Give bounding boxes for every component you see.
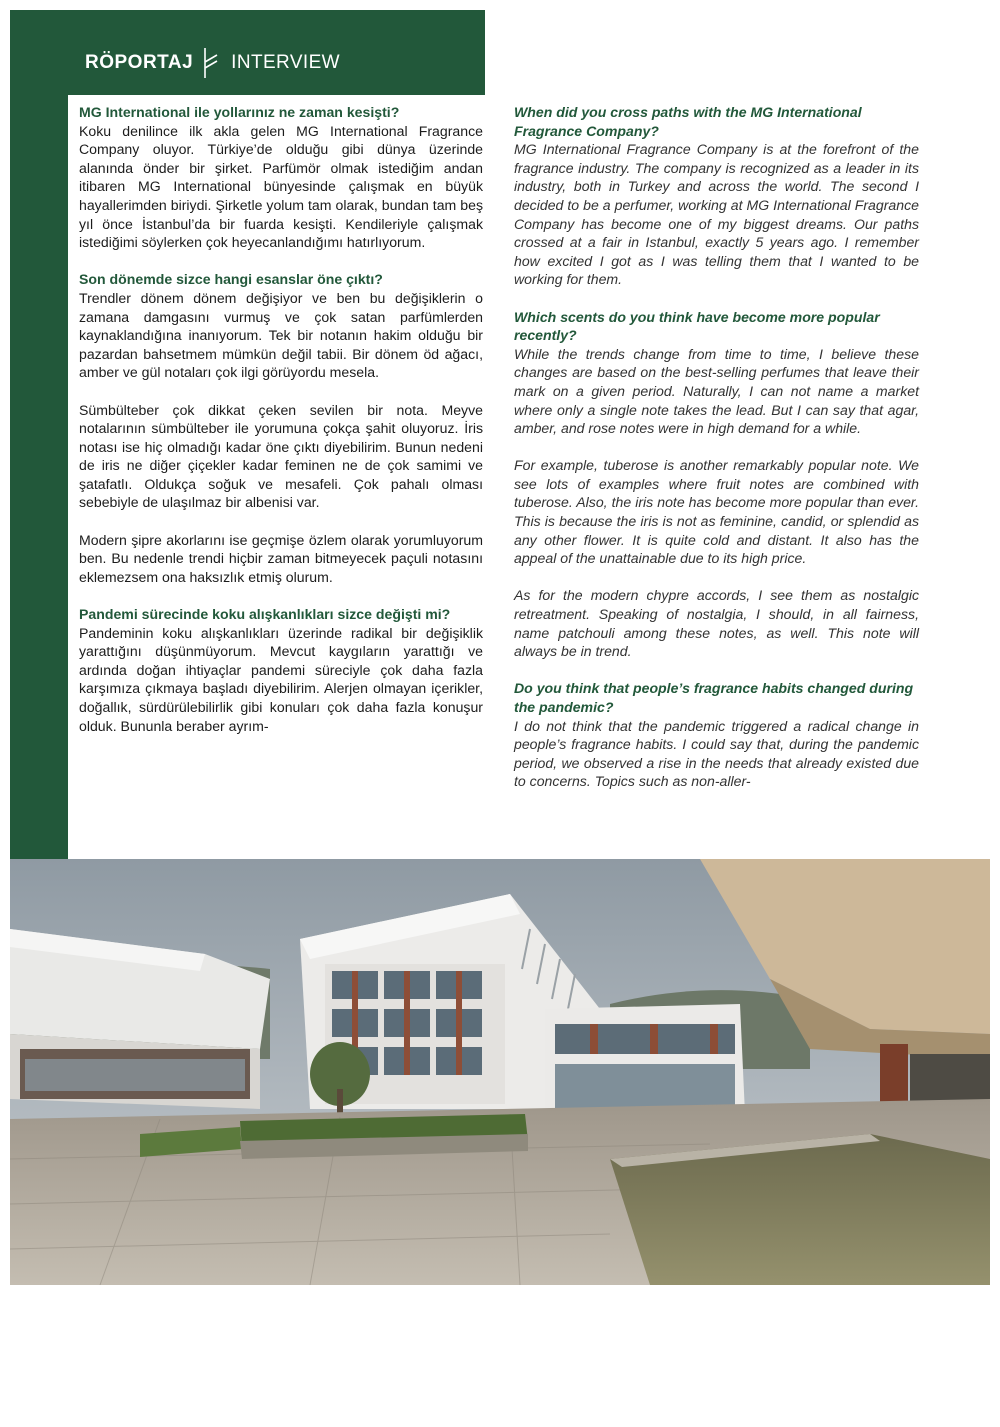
section-title-tr: RÖPORTAJ	[85, 52, 194, 73]
question-1-en: When did you cross paths with the MG International Fragrance Company?	[514, 104, 862, 139]
answer-2-en-p1: While the trends change from time to time, I believe these changes are based on the best-selling perfumes that leave their mark on a given period. Naturally, I can not name a market where only a single note takes the lead. But I can say that agar, amber, and rose notes were in high demand for a while.	[514, 345, 919, 437]
answer-3-en: I do not think that the pandemic triggered a radical change in people’s fragrance habits. I could say that, during the pandemic period, we observed a rise in the needs that already existed due to concerns. Topics such as non-aller-	[514, 717, 919, 790]
turkish-column	[79, 103, 483, 735]
answer-1-en: MG International Fragrance Company is at the forefront of the fragrance industry. The company is recognized as a leader in its industry, both in Turkey and across the world. The second I decided to be a perfumer, working at MG International Fragrance Company has become one of my biggest dreams. Our paths crossed at a fair in Istanbul, exactly 5 years ago. I remember how excited I got as I was telling them that I wanted to be working for them.	[514, 141, 919, 288]
answer-1-tr: Koku denilince ilk akla gelen MG International Fragrance Company oluyor. Türkiye’de olduğu gibi dünya üzerinde alanında önder bir şirket. Parfümör olmak istediğim andan itibaren MG International bünyesinde çalışmak en büyük hayallerimden biriydi. Şirketle yolum tam olarak, bundan tam beş yıl önce İstanbul’da bir fuarda kesişti. Kendileriyle çalışmak istediğimi söylerken çok heyecanlandığımı hatırlıyorum.	[79, 122, 483, 251]
answer-3-tr: Pandeminin koku alışkanlıkları üzerinde radikal bir değişiklik yarattığını düşünmüyorum. Mevcut kaygıların yarattığı ve ardında doğan ihtiyaçlar pandemi süreciyle çok daha fazla karşımıza çıkmaya başladı diyebilirim. Alerjen olmayan içerikler, doğallık, sürdürülebilirlik gibi konuları çok daha fazla konuşur olduk. Bununla beraber ayrım-	[79, 624, 483, 734]
answer-2-en-p2: For example, tuberose is another remarkably popular note. We see lots of examples where fruit notes are combined with tuberose. Also, the iris note has become more popular than ever. This is because the iris is not as feminine, candid, or splendid as any other flower. It is quite cold and distant. It also has the appeal of the unattainable due to its high price.	[514, 457, 919, 567]
answer-2-tr-p2: Sümbülteber çok dikkat çeken sevilen bir nota. Meyve notalarının sümbülteber ile yorumuna çokça şahit oluyoruz. İris notası ise hiç olmadığı kadar öne çıktı diyebilirim. Bunun nedeni de iris ne diğer çiçekler kadar feminen ne de çok samimi ve şatafatlı. Oldukça soğuk ve mesafeli. Çok pahalı olması sebebiyle de ulaşılmaz bir albenisi var.	[79, 401, 483, 511]
building-photo	[10, 859, 990, 1285]
answer-2-tr-p1: Trendler dönem dönem değişiyor ve ben bu değişiklerin o zamana damgasını vurmuş ve çok satan parfümlerden kaynaklandığına inanıyorum. Tek bir notanın hakim olduğu bir pazardan bahsetmem mümkün değil tabii. Bir dönem öd ağacı, amber ve gül notaları çok ilgi görüyordu mesela.	[79, 289, 483, 381]
question-1-tr: MG International ile yollarınız ne zaman kesişti?	[79, 104, 400, 120]
separator-icon	[201, 46, 223, 80]
answer-2-en-p3: As for the modern chypre accords, I see them as nostalgic retreatment. Speaking of nostalgia, I should, in all fairness, name patchouli among these notes, as well. This note will always be in trend.	[514, 587, 919, 660]
section-header	[85, 45, 340, 81]
campus-building-illustration	[10, 859, 990, 1285]
answer-2-tr-p3: Modern şipre akorlarını ise geçmişe özlem olarak yorumluyorum ben. Bu nedenle trendi hiçbir zaman bitmeyecek paçuli notasını eklemezsem ona haksızlık etmiş olurum.	[79, 531, 483, 585]
question-3-en: Do you think that people’s fragrance habits changed during the pandemic?	[514, 680, 914, 715]
section-title-en: INTERVIEW	[231, 52, 340, 73]
question-2-en: Which scents do you think have become more popular recently?	[514, 308, 880, 344]
question-2-tr: Son dönemde sizce hangi esanslar öne çıktı?	[79, 271, 383, 288]
question-3-tr: Pandemi sürecinde koku alışkanlıkları sizce değişti mi?	[79, 606, 451, 623]
left-accent-strip	[10, 95, 68, 860]
english-column	[514, 103, 919, 791]
